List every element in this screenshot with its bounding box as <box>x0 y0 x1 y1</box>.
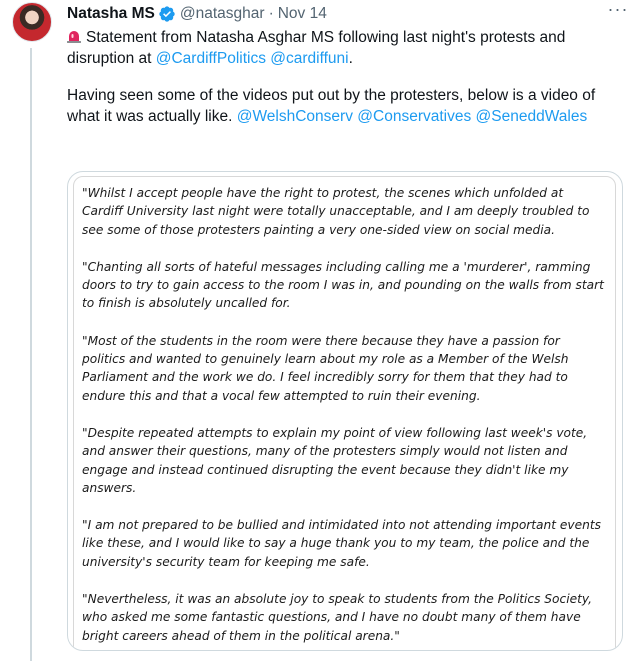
tweet-paragraph-1 <box>67 28 623 69</box>
more-options-icon[interactable]: ··· <box>607 0 629 19</box>
statement-paragraph: "Chanting all sorts of hateful messages including calling me a 'murderer', ramming doors to try to gain access to the room I was in, and pounding on the walls from start to finish is absolutely uncalled for. <box>82 259 604 311</box>
statement-paragraph: "I am not prepared to be bullied and intimidated into not attending important events like these, and I would like to say a huge thank you to my team, the police and the university's security team for keeping me safe. <box>82 518 601 569</box>
tweet-media[interactable] <box>67 171 623 651</box>
author-handle[interactable]: @natasghar <box>179 5 265 22</box>
police-light-emoji <box>67 30 81 43</box>
verified-badge-icon <box>158 5 176 23</box>
statement-paragraph: "Most of the students in the room were there because they have a passion for politics and wanted to genuinely learn about my role as a Member of the Welsh Parliament and the work we do. I feel incredibly sorry for them that they had to endure this and that a vocal few attempted to ruin their evening. <box>82 333 569 403</box>
tweet-header <box>67 3 622 25</box>
statement-paragraph: "Nevertheless, it was an absolute joy to speak to students from the Politics Society, who asked me some fantastic questions, and I have no doubt many of them have bright careers ahead of them in the political arena." <box>82 592 592 643</box>
header-separator: · <box>268 5 274 22</box>
mention-welshconserv[interactable]: @WelshConserv <box>236 107 353 125</box>
mention-seneddwales[interactable]: @SeneddWales <box>475 107 588 125</box>
statement-image <box>73 176 616 651</box>
tweet-p2-text: Having seen some of the videos put out by the protesters, below is a video of what it was actually like. <box>67 87 596 125</box>
mention-cardiffuni[interactable]: @cardiffuni <box>270 49 349 67</box>
author-name[interactable]: Natasha MS <box>67 5 155 22</box>
tweet-p1-text: Statement from Natasha Asghar MS following last night's protests and disruption at <box>67 29 566 67</box>
thread-line <box>30 48 32 661</box>
statement-paragraph: "Whilst I accept people have the right to protest, the scenes which unfolded at Cardiff University last night were totally unacceptable, and I am deeply troubled to see some of those protesters painting a very one-sided view on social media. <box>82 186 590 237</box>
tweet-date[interactable]: Nov 14 <box>277 5 327 22</box>
mention-conservatives[interactable]: @Conservatives <box>357 107 472 125</box>
tweet-text <box>67 28 623 127</box>
avatar[interactable] <box>12 2 52 42</box>
tweet-p1-end: . <box>348 49 353 67</box>
tweet-paragraph-2 <box>67 86 623 127</box>
statement-paragraph: "Despite repeated attempts to explain my point of view following last week's vote, and answer their questions, many of the protesters simply would not listen and engage and instead continued disrupting the event because they didn't like my answers. <box>82 425 588 495</box>
mention-cardiffpolitics[interactable]: @CardiffPolitics <box>155 49 266 67</box>
